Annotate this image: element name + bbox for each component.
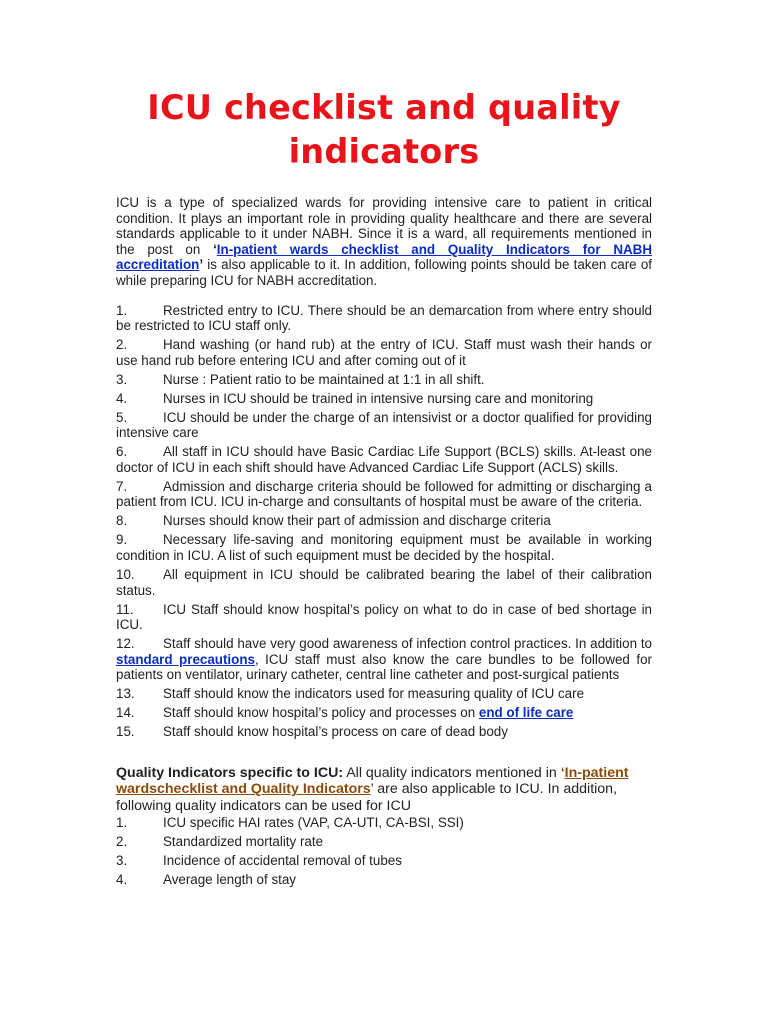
- quality-indicators-list: [116, 815, 652, 888]
- item-number: 6.: [116, 444, 128, 460]
- list-item: [116, 834, 652, 850]
- list-item: [116, 532, 652, 563]
- standard-precautions-link[interactable]: standard precautions: [116, 651, 255, 667]
- item-number: 3.: [116, 371, 128, 387]
- list-item: [116, 391, 652, 407]
- item-text-after: , ICU staff must also know the care bundles to be followed for patients on ventilator, urinary catheter, central line catheter and post-surgical patients: [116, 651, 653, 683]
- item-text: Staff should know hospital’s policy and processes on: [163, 705, 479, 721]
- item-text: Nurse : Patient ratio to be maintained at 1:1 in all shift.: [163, 371, 485, 387]
- list-item: [116, 705, 652, 721]
- item-text: Hand washing (or hand rub) at the entry of ICU. Staff must wash their hands or use hand rub before entering ICU and after coming out of it: [116, 337, 652, 368]
- list-item: [116, 444, 652, 475]
- item-number: 9.: [116, 532, 128, 548]
- list-item: [116, 815, 652, 831]
- section-text-after: are also applicable to ICU. In addition, following quality indicators can be used for ICU: [116, 781, 618, 815]
- list-item: [116, 602, 652, 633]
- item-number: 15.: [116, 724, 135, 740]
- end-of-life-care-link[interactable]: end of life care: [478, 705, 574, 721]
- intro-text-after: is also applicable to it. In addition, following points should be taken care of while preparing ICU for NABH accreditation.: [116, 257, 652, 288]
- item-text: Staff should know hospital’s process on care of dead body: [163, 724, 508, 740]
- item-text: Restricted entry to ICU. There should be an demarcation from where entry should be restricted to ICU staff only.: [116, 302, 652, 334]
- item-number: 7.: [116, 478, 128, 494]
- checklist: [116, 303, 652, 740]
- section-text: All quality indicators mentioned in: [343, 764, 561, 781]
- intro-paragraph: [116, 195, 652, 289]
- document-page: [116, 86, 652, 891]
- list-item: [116, 686, 652, 702]
- inpatient-wards-quality-link[interactable]: In-patient wardschecklist and Quality Indicators: [116, 764, 629, 798]
- quote-open: ‘: [560, 764, 565, 781]
- intro-open-quote: ‘: [213, 241, 217, 257]
- item-number: 4.: [116, 871, 128, 887]
- quote-close: ’: [370, 781, 374, 798]
- item-number: 3.: [116, 852, 128, 868]
- item-number: 2.: [116, 833, 128, 849]
- list-item: [116, 636, 652, 683]
- item-text: ICU Staff should know hospital’s policy on what to do in case of bed shortage in ICU.: [116, 601, 652, 633]
- intro-close-quote: ’: [199, 257, 204, 273]
- item-text: All staff in ICU should have Basic Cardiac Life Support (BCLS) skills. At-least one doctor of ICU in each shift should have Advanced Cardiac Life Support (ACLS) skills.: [116, 444, 652, 475]
- list-item: [116, 410, 652, 441]
- item-number: 5.: [116, 409, 128, 425]
- item-text: ICU should be under the charge of an intensivist or a doctor qualified for providing intensive care: [116, 409, 652, 441]
- item-number: 14.: [116, 705, 135, 721]
- section-heading: Quality Indicators specific to ICU:: [116, 764, 344, 781]
- item-text: Average length of stay: [163, 871, 297, 887]
- inpatient-wards-link[interactable]: In-patient wards checklist and Quality Indicators for NABH accreditation: [116, 241, 653, 273]
- item-number: 1.: [116, 302, 128, 318]
- item-text: All equipment in ICU should be calibrated bearing the label of their calibration status.: [116, 566, 652, 598]
- item-text: Admission and discharge criteria should be followed for admitting or discharging a patient from ICU. ICU in-charge and consultants of hospital must be aware of the criteria.: [116, 478, 652, 510]
- item-text: ICU specific HAI rates (VAP, CA-UTI, CA-BSI, SSI): [163, 814, 464, 830]
- item-number: 12.: [116, 636, 135, 652]
- item-number: 13.: [116, 686, 135, 702]
- item-text: Staff should know the indicators used for measuring quality of ICU care: [163, 686, 585, 702]
- list-item: [116, 337, 652, 368]
- item-text: Staff should have very good awareness of infection control practices. In addition to: [163, 636, 652, 652]
- item-number: 4.: [116, 390, 128, 406]
- list-item: [116, 567, 652, 598]
- item-text: Nurses in ICU should be trained in intensive nursing care and monitoring: [163, 390, 594, 406]
- list-item: [116, 872, 652, 888]
- list-item: [116, 853, 652, 869]
- page-title: ICU checklist and quality indicators: [147, 88, 621, 171]
- intro-text-before: ICU is a type of specialized wards for providing intensive care to patient in critical condition. It plays an important role in providing quality healthcare and there are several standards applicable to it under NABH. Since it is a ward, all requirements mentioned in the post on: [116, 195, 652, 257]
- item-number: 2.: [116, 337, 128, 353]
- list-item: [116, 513, 652, 529]
- list-item: [116, 724, 652, 740]
- item-number: 8.: [116, 513, 128, 529]
- item-text: Nurses should know their part of admission and discharge criteria: [163, 513, 551, 529]
- list-item: [116, 303, 652, 334]
- item-text: Necessary life-saving and monitoring equipment must be available in working condition in ICU. A list of such equipment must be decided by the hospital.: [116, 532, 652, 563]
- item-number: 10.: [116, 566, 135, 582]
- item-text: Incidence of accidental removal of tubes: [163, 852, 402, 868]
- list-item: [116, 372, 652, 388]
- item-text: Standardized mortality rate: [163, 833, 324, 849]
- list-item: [116, 479, 652, 510]
- item-number: 11.: [116, 601, 134, 617]
- quality-indicators-section: [116, 765, 652, 815]
- item-number: 1.: [116, 814, 128, 830]
